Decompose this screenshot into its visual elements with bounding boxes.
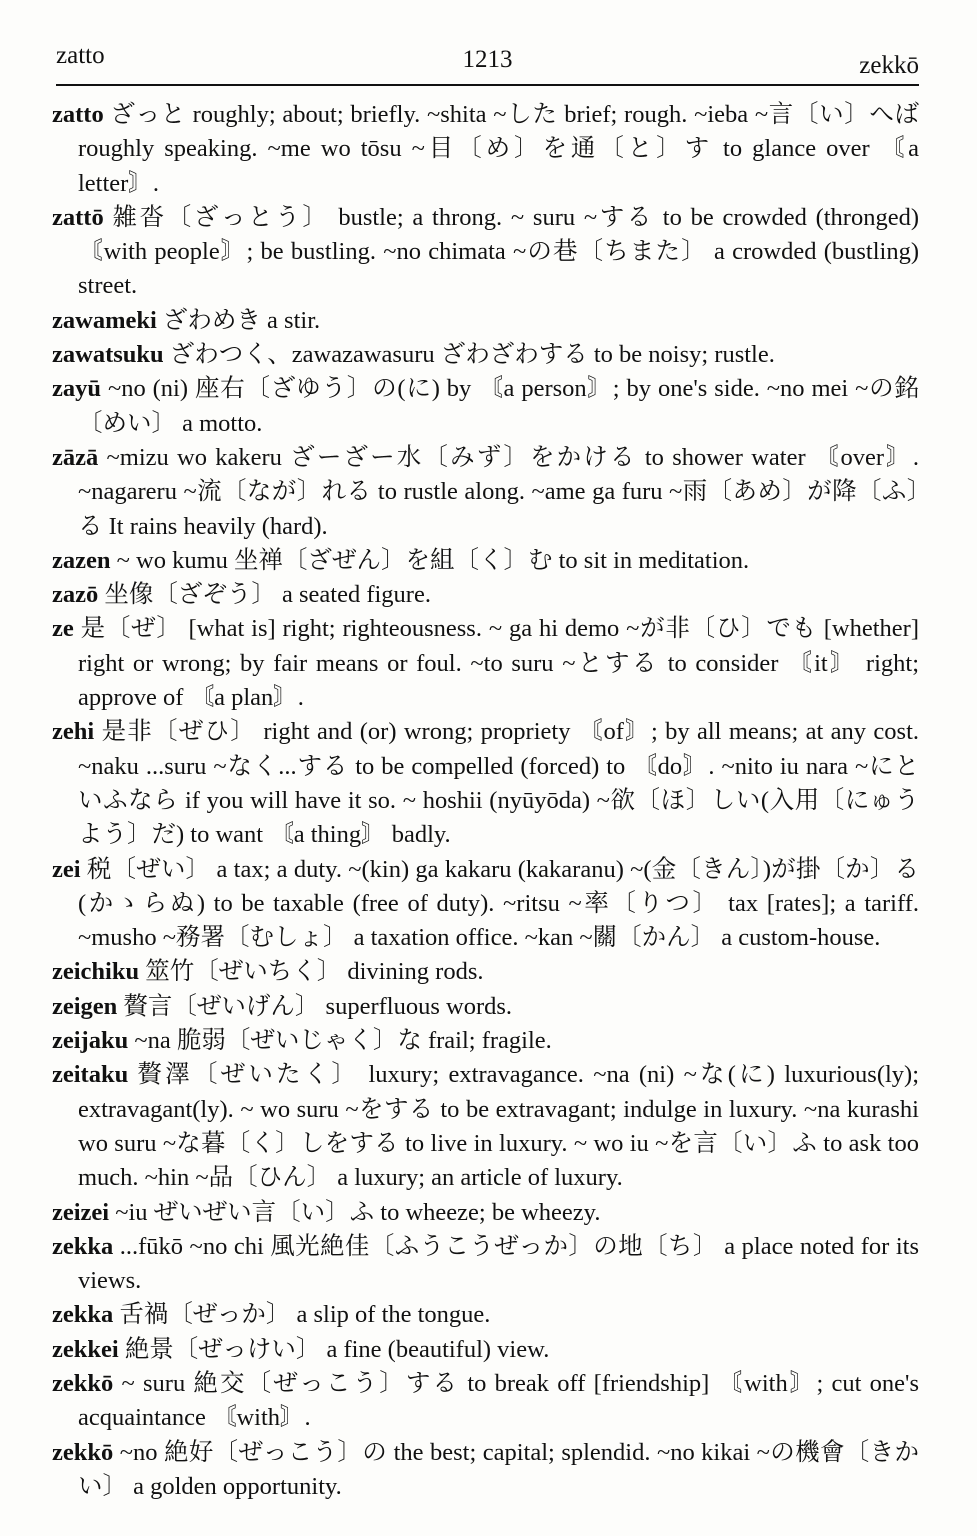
entry-headword: zekka bbox=[52, 1232, 114, 1260]
dictionary-entry bbox=[52, 441, 919, 544]
entry-headword: zeichiku bbox=[52, 958, 140, 986]
entry-headword: zeigen bbox=[52, 992, 118, 1020]
dictionary-entry bbox=[52, 1024, 919, 1058]
entry-headword: zekkei bbox=[52, 1335, 119, 1363]
dictionary-entry bbox=[52, 853, 919, 956]
dictionary-entry bbox=[52, 98, 919, 201]
page-header bbox=[56, 40, 919, 86]
dictionary-entry bbox=[52, 372, 919, 441]
entry-definition: 税〔ぜい〕 a tax; a duty. ~(kin) ga kakaru (kakaranu) ~(金〔きん〕)が掛〔か〕る(かゝらぬ) to be taxable (free of duty). ~ritsu ~率〔りつ〕 tax [rates]; a tariff. ~musho ~務署〔むしょ〕 a taxation office. ~kan ~關〔かん〕 a custom-house. bbox=[78, 855, 919, 952]
entry-definition: 坐像〔ざぞう〕 a seated figure. bbox=[104, 581, 431, 609]
entry-definition: ざわつく、zawazawasuru ざわざわする to be noisy; rustle. bbox=[169, 341, 775, 369]
entry-definition: ...fūkō ~no chi 風光絶佳〔ふうこうぜっか〕の地〔ち〕 a place noted for its views. bbox=[78, 1232, 919, 1295]
entry-definition: ~no 絶好〔ぜっこう〕の the best; capital; splendid. ~no kikai ~の機會〔きかい〕 a golden opportunity. bbox=[78, 1438, 920, 1500]
entry-definition: ~no (ni) 座右〔ざゆう〕の(に) by 〘a person〙; by one's side. ~no mei ~の銘〔めい〕 a motto. bbox=[78, 375, 919, 437]
entry-headword: zei bbox=[52, 855, 81, 883]
dictionary-entry bbox=[52, 1298, 919, 1332]
header-right-guide-word: zekkō bbox=[859, 52, 919, 79]
dictionary-entry bbox=[52, 578, 919, 612]
dictionary-entry bbox=[52, 1436, 919, 1505]
dictionary-entry bbox=[52, 338, 919, 372]
dictionary-entry bbox=[52, 1230, 919, 1299]
entry-definition: ざっと roughly; about; briefly. ~shita ~した brief; rough. ~ieba ~言〔い〕へば roughly speaking. ~me wo tōsu ~目〔め〕を通〔と〕す to glance over 〘a letter〙. bbox=[78, 101, 919, 197]
entry-definition: 贅言〔ぜいげん〕 superfluous words. bbox=[123, 992, 513, 1020]
entry-headword: zekka bbox=[52, 1301, 114, 1329]
entry-definition: 筮竹〔ぜいちく〕 divining rods. bbox=[145, 958, 484, 986]
dictionary-entry bbox=[52, 201, 919, 304]
entry-headword: zeijaku bbox=[52, 1027, 129, 1055]
entry-definition: 絶景〔ぜっけい〕 a fine (beautiful) view. bbox=[124, 1335, 550, 1363]
entry-definition: ~na 脆弱〔ぜいじゃく〕な frail; fragile. bbox=[134, 1027, 552, 1055]
entry-headword: zeizei bbox=[52, 1198, 110, 1226]
entry-definition: ~ wo kumu 坐禅〔ざぜん〕を組〔く〕む to sit in meditation. bbox=[116, 546, 750, 574]
entry-headword: zazō bbox=[52, 581, 99, 609]
dictionary-entry bbox=[52, 612, 919, 715]
entry-headword: zekkō bbox=[52, 1438, 114, 1466]
dictionary-entry bbox=[52, 1058, 919, 1195]
entry-headword: zayū bbox=[52, 375, 101, 403]
dictionary-entry bbox=[52, 544, 919, 578]
entry-definition: ざわめき a stir. bbox=[162, 306, 321, 334]
entry-definition: 是非〔ぜひ〕 right and (or) wrong; propriety 〘of〙; by all means; at any cost. ~naku ...suru ~なく...する to be compelled (forced) to 〘do〙. ~nito iu nara ~にといふなら if you will have it so. ~ hoshii (nyūyōda) ~欲〔ほ〕しい(入用〔にゅうよう〕だ) to want 〘a thing〙 badly. bbox=[78, 718, 919, 849]
dictionary-entry bbox=[52, 715, 919, 852]
entry-definition: ~ suru 絶交〔ぜっこう〕する to break off [friendship] 〘with〙; cut one's acquaintance 〘with〙. bbox=[78, 1369, 920, 1432]
dictionary-entry bbox=[52, 304, 919, 338]
entry-headword: zazen bbox=[52, 546, 111, 574]
dictionary-entries bbox=[52, 98, 919, 1504]
page-number: 1213 bbox=[462, 46, 513, 73]
dictionary-entry bbox=[52, 955, 919, 989]
entry-definition: 贅澤〔ぜいたく〕 luxury; extravagance. ~na (ni) ~な(に) luxurious(ly); extravagant(ly). ~ wo suru ~をする to be extravagant; indulge in luxury. ~na kurashi wo suru ~な暮〔く〕しをする to live in luxury. ~ wo iu ~を言〔い〕ふ to ask too much. ~hin ~品〔ひん〕 a luxury; an article of luxury. bbox=[78, 1061, 920, 1192]
entry-definition: 是〔ぜ〕 [what is] right; righteousness. ~ ga hi demo ~が非〔ひ〕でも [whether] right or wrong; by fair means or foul. ~to suru ~とする to consider 〘it〙 right; approve of 〘a plan〙. bbox=[78, 615, 919, 712]
dictionary-entry bbox=[52, 1367, 919, 1436]
entry-definition: 舌禍〔ぜっか〕 a slip of the tongue. bbox=[119, 1301, 491, 1329]
header-left-guide-word: zatto bbox=[56, 42, 105, 69]
entry-headword: zāzā bbox=[52, 443, 99, 471]
entry-headword: zekkō bbox=[52, 1369, 114, 1397]
entry-headword: zawatsuku bbox=[52, 341, 164, 369]
dictionary-entry bbox=[52, 990, 919, 1024]
entry-headword: zeitaku bbox=[52, 1061, 129, 1089]
entry-headword: zawameki bbox=[52, 306, 157, 334]
entry-definition: ~iu ぜいぜい言〔い〕ふ to wheeze; be wheezy. bbox=[115, 1198, 601, 1226]
entry-definition: ~mizu wo kakeru ざーざー水〔みず〕をかける to shower water 〘over〙. ~nagareru ~流〔なが〕れる to rustle along. ~ame ga furu ~雨〔あめ〕が降〔ふ〕る It rains heavily (hard). bbox=[78, 443, 919, 540]
entry-headword: zattō bbox=[52, 203, 104, 231]
entry-headword: ze bbox=[52, 615, 74, 643]
entry-definition: 雑沓〔ざっとう〕 bustle; a throng. ~ suru ~する to be crowded (thronged) 〘with people〙; be bustling. ~no chimata ~の巷〔ちまた〕 a crowded (bustling) street. bbox=[78, 203, 920, 300]
dictionary-entry bbox=[52, 1333, 919, 1367]
entry-headword: zehi bbox=[52, 718, 95, 746]
dictionary-entry bbox=[52, 1196, 919, 1230]
entry-headword: zatto bbox=[52, 101, 104, 128]
